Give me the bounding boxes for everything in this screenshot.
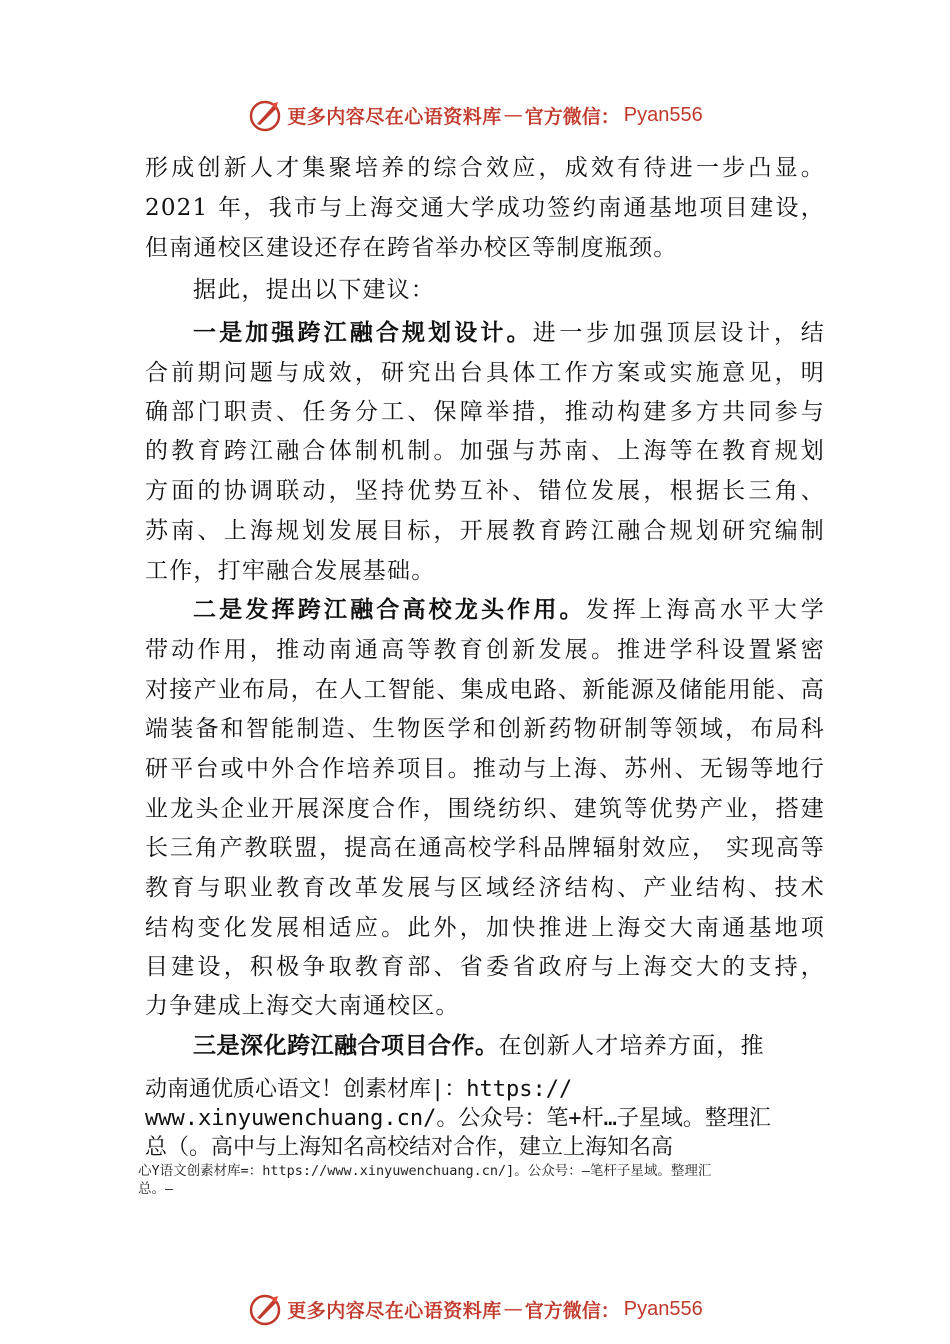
- section-text: 在创新人才培养方面，推: [498, 1033, 765, 1059]
- section-text: 进一步加强顶层设计，结: [532, 320, 826, 346]
- banner-wechat-label: 官方微信：: [524, 105, 620, 128]
- body-line: 结构变化发展相适应。此外，加快推进上海交大南通基地项: [145, 915, 825, 941]
- body-line: 方面的协调联动，坚持优势互补、错位发展，根据长三角、: [145, 478, 825, 504]
- body-line: 端装备和智能制造、生物医学和创新药物研制等领域，布局科: [145, 716, 825, 742]
- body-line: 合前期问题与成效，研究出台具体工作方案或实施意见，明: [145, 360, 825, 386]
- banner-wechat-id: Pyan556: [623, 1297, 703, 1320]
- watermark-line: 动南通优质心语文！创素材库|：https://: [145, 1077, 573, 1102]
- section-heading-2: 二是发挥跨江融合高校龙头作用。: [193, 597, 586, 623]
- body-line: 的教育跨江融合体制机制。加强与苏南、上海等在教育规划: [145, 438, 825, 464]
- quill-logo-icon: [247, 1291, 283, 1327]
- body-line: 目建设，积极争取教育部、省委省政府与上海交大的支持，: [145, 954, 825, 980]
- section-line: [193, 1026, 825, 1066]
- watermark-line: www.xinyuwenchuang.cn/。公众号：笔+杆…子星域。整理汇: [145, 1106, 771, 1131]
- banner-separator: —: [503, 104, 523, 126]
- body-line: 确部门职责、任务分工、保障举措，推动构建多方共同参与: [145, 399, 825, 425]
- body-line: 业龙头企业开展深度合作，围绕纺织、建筑等优势产业，搭建: [145, 796, 825, 822]
- section-text: 发挥上海高水平大学: [585, 597, 825, 623]
- header-banner: [0, 95, 950, 135]
- watermark-small-line: 总。—: [138, 1181, 174, 1197]
- body-line: 但南通校区建设还存在跨省举办校区等制度瓶颈。: [145, 235, 678, 261]
- body-line: 对接产业布局，在人工智能、集成电路、新能源及储能用能、高: [145, 677, 825, 703]
- banner-title: 更多内容尽在心语资料库: [287, 105, 502, 128]
- body-line: 2021 年，我市与上海交通大学成功签约南通基地项目建设，: [145, 195, 825, 221]
- body-line: 长三角产教联盟，提高在通高校学科品牌辐射效应， 实现高等: [145, 835, 825, 861]
- body-line: 带动作用，推动南通高等教育创新发展。推进学科设置紧密: [145, 637, 825, 663]
- body-line: 据此，提出以下建议：: [193, 277, 435, 303]
- banner-title: 更多内容尽在心语资料库: [287, 1299, 502, 1322]
- body-line: 研平台或中外合作培养项目。推动与上海、苏州、无锡等地行: [145, 756, 825, 782]
- watermark-small-line: 心Y语文创素材库=：https://www.xinyuwenchuang.cn/]。公众号：—笔杆子星域。整理汇: [138, 1163, 712, 1179]
- body-line: 工作，打牢融合发展基础。: [145, 558, 436, 584]
- body-line: 形成创新人才集聚培养的综合效应，成效有待进一步凸显。: [145, 155, 825, 181]
- footer-banner: [0, 1289, 950, 1329]
- section-heading-3: 三是深化跨江融合项目合作。: [193, 1033, 499, 1059]
- banner-wechat-label: 官方微信：: [524, 1299, 620, 1322]
- body-line: 苏南、上海规划发展目标，开展教育跨江融合规划研究编制: [145, 518, 825, 544]
- banner-wechat-id: Pyan556: [623, 103, 703, 126]
- body-line: 教育与职业教育改革发展与区域经济结构、产业结构、技术: [145, 875, 825, 901]
- banner-separator: —: [503, 1298, 523, 1320]
- body-line: 力争建成上海交大南通校区。: [145, 993, 460, 1019]
- section-heading-1: 一是加强跨江融合规划设计。: [193, 320, 533, 346]
- quill-logo-icon: [247, 97, 283, 133]
- section-line: [193, 590, 825, 630]
- section-line: [193, 313, 825, 353]
- watermark-line: 总（。高中与上海知名高校结对合作，建立上海知名高: [145, 1135, 674, 1160]
